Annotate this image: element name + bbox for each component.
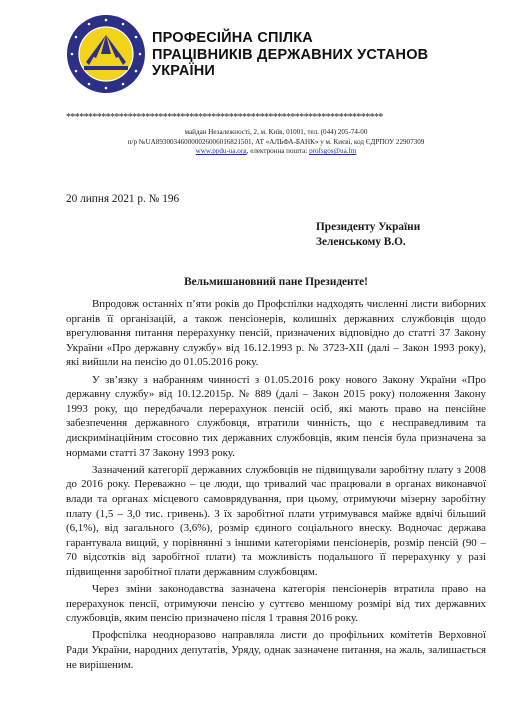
- addressee-block: [316, 220, 420, 250]
- addressee-name: Зеленському В.О.: [316, 236, 406, 248]
- paragraph: У зв’язку з набранням чинності з 01.05.2016 року нового Закону України «Про державну службу» від 10.12.2015р. № 889 (далі – Закон 2015 року) положення Закону 1993 року, що передбачали перерахунок пенсій осіб, які мають право на пенсійне забезпечення державного службовця, втратили чинність, що є несправедливим та дискримінаційним стосовно тих державних службовців, яким пенсія була призначена за нормами статті 37 Закону 1993 року.: [66, 373, 486, 459]
- union-logo: [66, 14, 146, 94]
- email-link[interactable]: profsgos@ua.fm: [309, 147, 357, 156]
- bank-details-line: п/р №UA893003460000026006016821501, АТ «АЛЬФА-БАНК» у м. Києві, код ЄДРПОУ 22907309: [127, 137, 425, 146]
- header-separator: ************************************************************************: [66, 113, 383, 123]
- date-and-number: 20 липня 2021 р. № 196: [66, 193, 180, 205]
- addressee-title: Президенту України: [316, 221, 421, 233]
- org-name-line-1: ПРОФЕСІЙНА СПІЛКА: [152, 30, 313, 46]
- paragraph: Через зміни законодавства зазначена категорія пенсіонерів втратила право на перерахунок пенсії, отримуючи пенсію у суттєво меншому розмірі від тих державних службовців, яким пенсію призначено після 1 травня 2016 року.: [66, 583, 486, 625]
- address-line: майдан Незалежності, 2, м. Київ, 01001, тел. (044) 205-74-00: [184, 128, 368, 136]
- paragraph: Профспілка неодноразово направляла листи до профільних комітетів Верховної Ради України, народних депутатів, Уряду, однак зазначене питання, на жаль, залишається не вирішеним.: [66, 629, 486, 671]
- contact-block: [66, 128, 486, 157]
- org-name-line-3: УКРАЇНИ: [152, 63, 216, 79]
- organization-name: [152, 30, 452, 80]
- email-label: , електронна пошта:: [246, 147, 310, 156]
- paragraph: Впродовж останніх п’яти років до Профспілки надходять численні листи виборних органів її організацій, а також пенсіонерів, колишніх державних службовців щодо врегулювання питання перерахунку пенсій, призначених відповідно до статті 37 Закону України «Про державну службу» від 16.12.1993 р. № 3723-XII (далі – Закон 1993 року), які вийшли на пенсію до 01.05.2016 року.: [66, 298, 486, 369]
- website-link[interactable]: www.ppdu-ua.org: [195, 147, 247, 156]
- salutation: Вельмишановний пане Президенте!: [184, 276, 368, 288]
- org-name-line-2: ПРАЦІВНИКІВ ДЕРЖАВНИХ УСТАНОВ: [152, 46, 429, 63]
- paragraph: Зазначений категорії державних службовців не підвищували заробітну плату з 2008 до 2016 року. Переважно – це люди, що тривалий час працювали в органах виконавчої влади та органах місцевого самоврядування, при цьому, отримуючи мізерну заробітну плату (1,5 – 3,0 тис. гривень). З їх заробітної плати утримувався майже вдвічі більший (6,1%), від загального (3,6%), розмір єдиного соціального внеску. Водночас держава гарантувала вищий, у порівнянні з іншими категоріями пенсіонерів, розмір пенсій (90 – 70 відсотків від заробітної плати) та можливість подальшого її перерахунку у разі підвищення заробітної плати державним службовцям.: [66, 463, 486, 578]
- letter-body: [66, 297, 486, 675]
- web-email-line: [66, 147, 486, 157]
